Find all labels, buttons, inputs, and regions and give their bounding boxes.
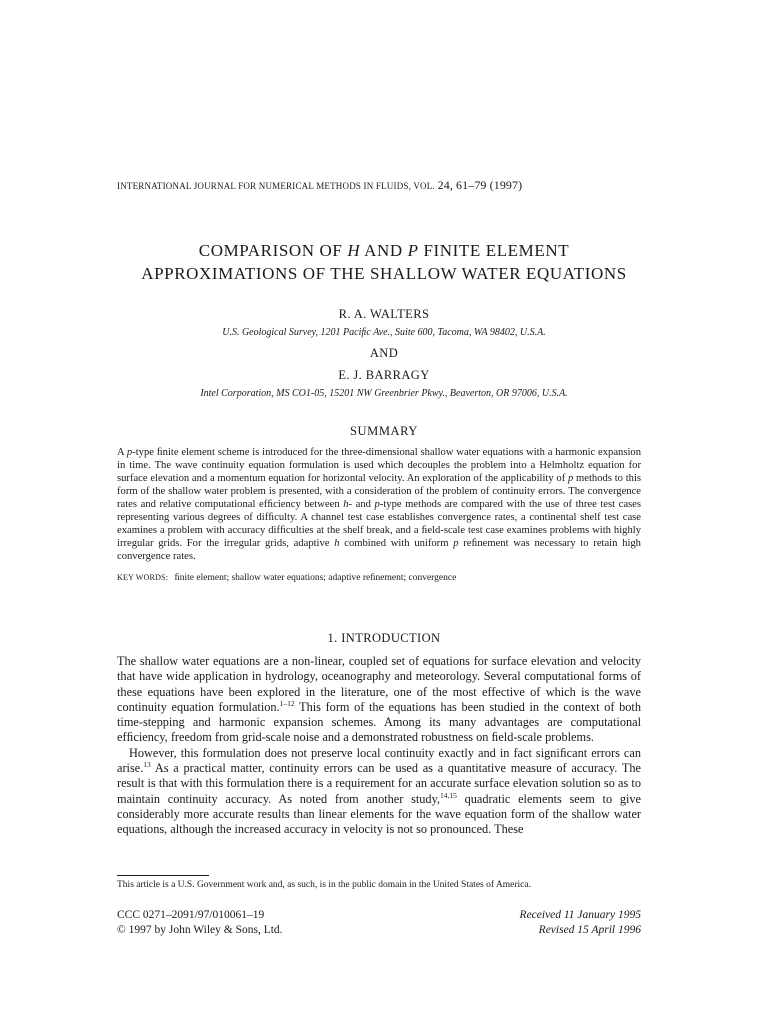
paragraph-text: This form of the equations has been studied in the context of both time-stepping and harmonic expansion schemes. Among its many advantages are computational efﬁciency, freedom from grid-scale noise and a demonstrated robustness on ﬁeld-scale problems.	[117, 699, 641, 745]
keywords-line	[117, 573, 641, 583]
abstract-text: combined with uniform	[339, 538, 454, 549]
abstract-var: p	[568, 473, 574, 484]
keywords-text: ﬁnite element; shallow water equations; adaptive reﬁnement; convergence	[174, 573, 457, 583]
citation-ref: 13	[143, 759, 151, 769]
paragraph-text: quadratic elements seem to give considerably more accurate results than linear elements for the wave equation form of the shallow water equations, although the increased accuracy in velocity is not so pronounced. These	[117, 791, 641, 837]
received-date: Received 11 January 1995	[519, 909, 641, 921]
paragraph-text: However, this formulation does not preserve local continuity exactly and in fact signiﬁcant errors can arise.	[117, 745, 641, 776]
journal-name: INTERNATIONAL JOURNAL FOR NUMERICAL METHODS IN FLUIDS, VOL.	[117, 181, 435, 191]
section-heading-introduction: 1. INTRODUCTION	[327, 631, 441, 645]
paragraph-text: The shallow water equations are a non-linear, coupled set of equations for surface elevation and velocity that have wide application in hydrology, oceanography and meteorology. Several computational forms of these equations have been explored in the literature, one of the most effective of which is the wave continuity equation formulation.	[117, 654, 641, 714]
paper-title-line-1	[0, 239, 768, 262]
abstract-text: reﬁnement was necessary to retain high convergence rates.	[117, 538, 641, 562]
title-text: COMPARISON OF	[198, 241, 348, 260]
intro-paragraph-2	[117, 746, 641, 838]
abstract-text: - and	[348, 499, 375, 510]
revised-date: Revised 15 April 1996	[538, 923, 641, 936]
abstract-var: p	[453, 538, 459, 549]
paragraph-text: As a practical matter, continuity errors can be used as a quantitative measure of accuracy. The result is that with this formulation there is a requirement for an accurate surface elevation solution so as to maintain continuity accuracy. As noted from another study,	[117, 761, 641, 806]
dates-info	[440, 908, 641, 937]
journal-volume: 24, 61–79 (1997)	[437, 178, 523, 192]
abstract-var: h	[343, 499, 349, 510]
paper-title-line-2: APPROXIMATIONS OF THE SHALLOW WATER EQUATIONS	[141, 264, 627, 283]
author-affiliation: Intel Corporation, MS CO1-05, 15201 NW Greenbrier Pkwy., Beaverton, OR 97006, U.S.A.	[200, 388, 568, 399]
ccc-code: CCC 0271–2091/97/010061–19	[117, 909, 265, 921]
journal-header	[117, 178, 677, 193]
intro-paragraph-1	[117, 654, 641, 746]
title-var-h: H	[347, 241, 361, 260]
summary-heading: SUMMARY	[349, 424, 419, 438]
copyright-line: © 1997 by John Wiley & Sons, Ltd.	[117, 923, 283, 936]
title-text: FINITE ELEMENT	[418, 241, 570, 260]
abstract-var: p	[374, 499, 380, 510]
abstract-var: h	[334, 538, 340, 549]
abstract-text: methods to this form of the shallow water problem is presented, with a consideration of the problem of continuity errors. The convergence rates and relative computational efﬁciency between	[117, 473, 642, 510]
title-var-p: P	[407, 241, 419, 260]
keywords-label: KEY WORDS:	[117, 573, 169, 582]
citation-ref: 14,15	[440, 790, 457, 800]
footnote: This article is a U.S. Government work and, as such, is in the public domain in the United States of America.	[117, 880, 531, 890]
abstract-text: -type methods are compared with the use of three test cases representing various degrees of difﬁculty. A channel test case establishes convergence rates, a continental shelf test case examines a problem with accuracy difﬁculties at the shelf break, and a ﬁeld-scale test case examines problems with highly irregular grids. For the irregular grids, adaptive	[117, 499, 641, 549]
footnote-rule	[117, 875, 209, 876]
abstract-text: -type ﬁnite element scheme is introduced for the three-dimensional shallow water equations with a harmonic expansion in time. The wave continuity equation formulation is used which decouples the problem into a Helmholtz equation for surface elevation and a momentum equation for horizontal velocity. An exploration of the applicability of	[117, 447, 641, 484]
abstract-text: A	[117, 447, 127, 458]
introduction-body	[117, 654, 641, 838]
summary-abstract	[117, 446, 641, 563]
author-name: E. J. BARRAGY	[338, 368, 430, 382]
author-affiliation: U.S. Geological Survey, 1201 Paciﬁc Ave., Suite 600, Tacoma, WA 98402, U.S.A.	[222, 327, 546, 338]
publication-info	[117, 908, 283, 937]
abstract-var: p	[126, 447, 133, 458]
and-separator: AND	[369, 346, 399, 360]
author-name: R. A. WALTERS	[338, 307, 430, 321]
title-text: AND	[360, 241, 408, 260]
citation-ref: 1–12	[279, 698, 295, 708]
